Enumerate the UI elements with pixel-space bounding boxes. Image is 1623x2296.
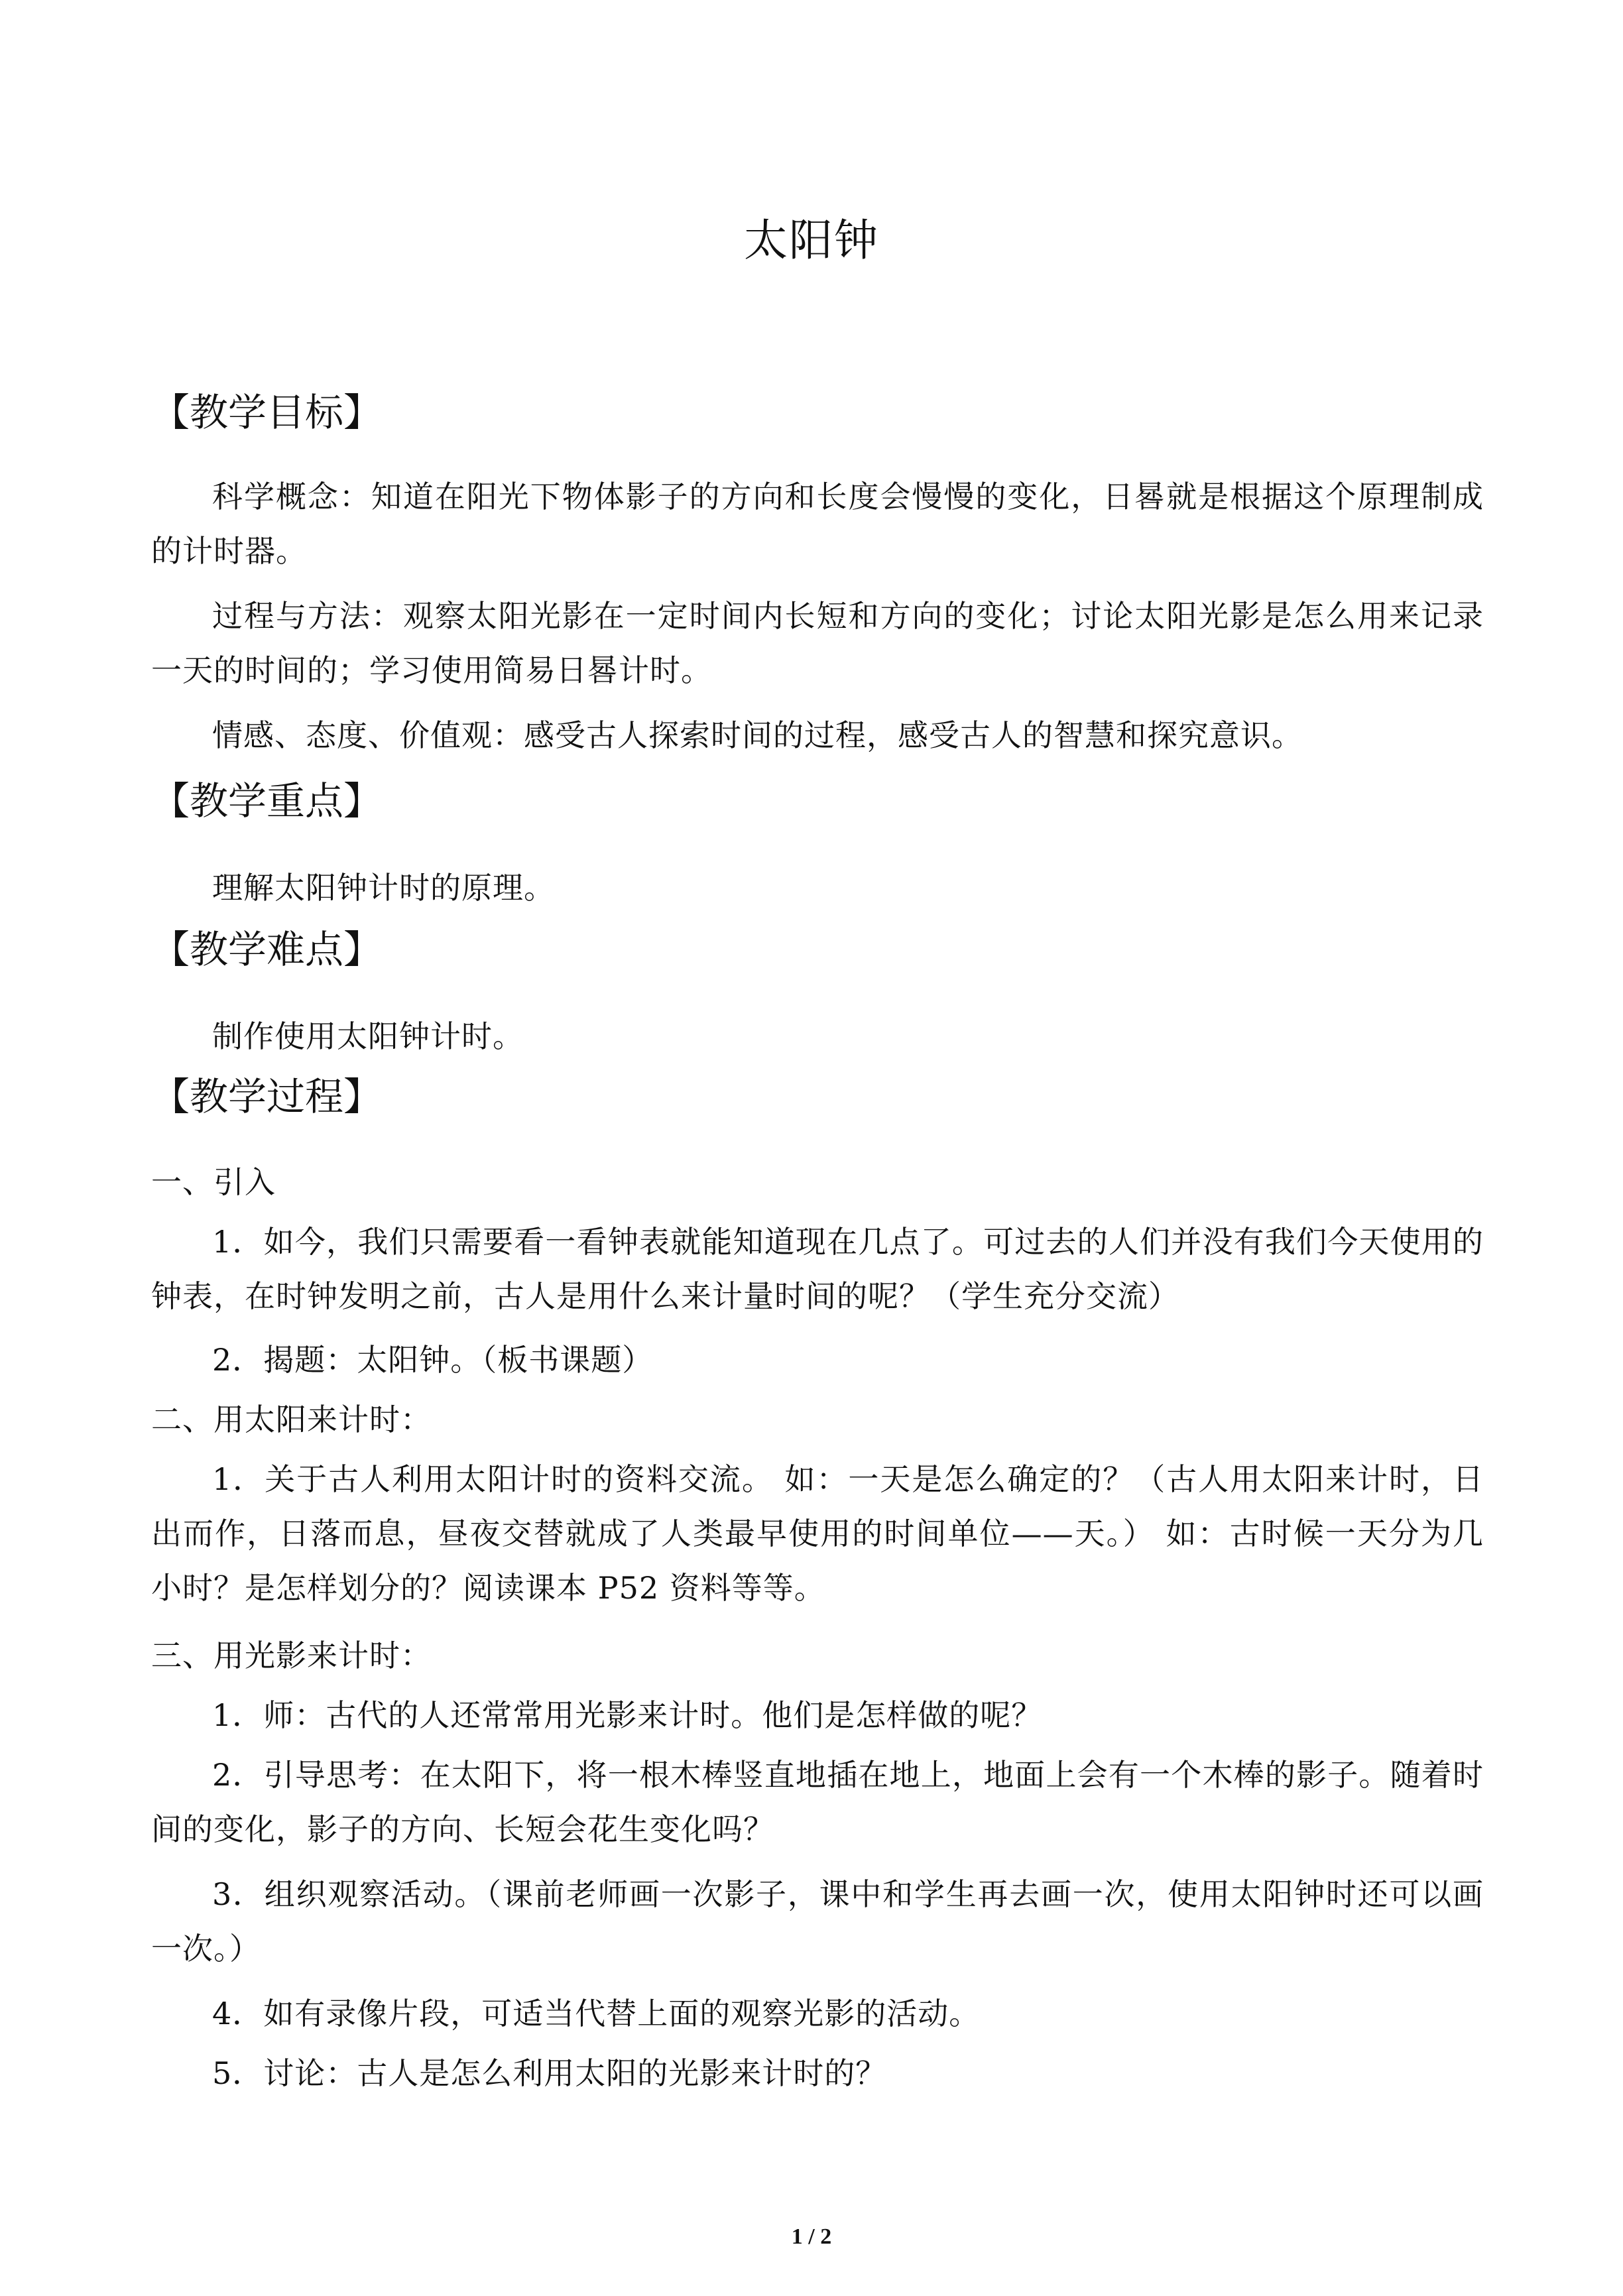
process-part1-title: 一、引入 — [151, 1164, 276, 1200]
process-part3-title: 三、用光影来计时： — [151, 1638, 432, 1673]
process-part2-title: 二、用太阳来计时： — [151, 1402, 432, 1437]
key-point-paragraph: 理解太阳钟计时的原理。 — [212, 870, 555, 906]
process-part3-item5: 5．讨论：古人是怎么利用太阳的光影来计时的？ — [212, 2055, 887, 2091]
process-part3-item4: 4．如有录像片段，可适当代替上面的观察光影的活动。 — [212, 1996, 981, 2031]
heading-process: 【教学过程】 — [151, 1074, 383, 1119]
process-part3-item1: 1．师：古代的人还常常用光影来计时。他们是怎样做的呢？ — [212, 1697, 1043, 1733]
objectives-paragraph-concept: 科学概念：知道在阳光下物体影子的方向和长度会慢慢的变化，日晷就是根据这个原理制成的计时器。 — [151, 479, 1484, 569]
document-title: 太阳钟 — [744, 215, 879, 266]
process-part3-item2: 2．引导思考：在太阳下，将一根木棒竖直地插在地上，地面上会有一个木棒的影子。随着时间的变化，影子的方向、长短会花生变化吗？ — [151, 1757, 1484, 1847]
objectives-paragraph-method: 过程与方法：观察太阳光影在一定时间内长短和方向的变化；讨论太阳光影是怎么用来记录一天的时间的；学习使用简易日晷计时。 — [151, 598, 1484, 688]
page-number: 1 / 2 — [791, 2224, 832, 2249]
process-part3-item3: 3．组织观察活动。（课前老师画一次影子，课中和学生再去画一次，使用太阳钟时还可以画一次。） — [151, 1876, 1484, 1966]
heading-difficulty: 【教学难点】 — [151, 927, 383, 972]
process-part1-item1: 1．如今，我们只需要看一看钟表就能知道现在几点了。可过去的人们并没有我们今天使用的钟表，在时钟发明之前，古人是用什么来计量时间的呢？（学生充分交流） — [151, 1224, 1484, 1314]
process-part1-item2: 2．揭题：太阳钟。（板书课题） — [212, 1342, 654, 1378]
process-part2-item1: 1．关于古人利用太阳计时的资料交流。 如：一天是怎么确定的？（古人用太阳来计时，日出而作，日落而息，昼夜交替就成了人类最早使用的时间单位——天。） 如：古时候一天分为几小时？是怎样划分的？阅读课本 P52 资料等等。 — [151, 1461, 1484, 1606]
objectives-paragraph-attitude: 情感、态度、价值观：感受古人探索时间的过程，感受古人的智慧和探究意识。 — [212, 717, 1303, 753]
heading-key-point: 【教学重点】 — [151, 778, 383, 823]
difficulty-paragraph: 制作使用太阳钟计时。 — [212, 1018, 524, 1054]
heading-objectives: 【教学目标】 — [151, 390, 383, 435]
